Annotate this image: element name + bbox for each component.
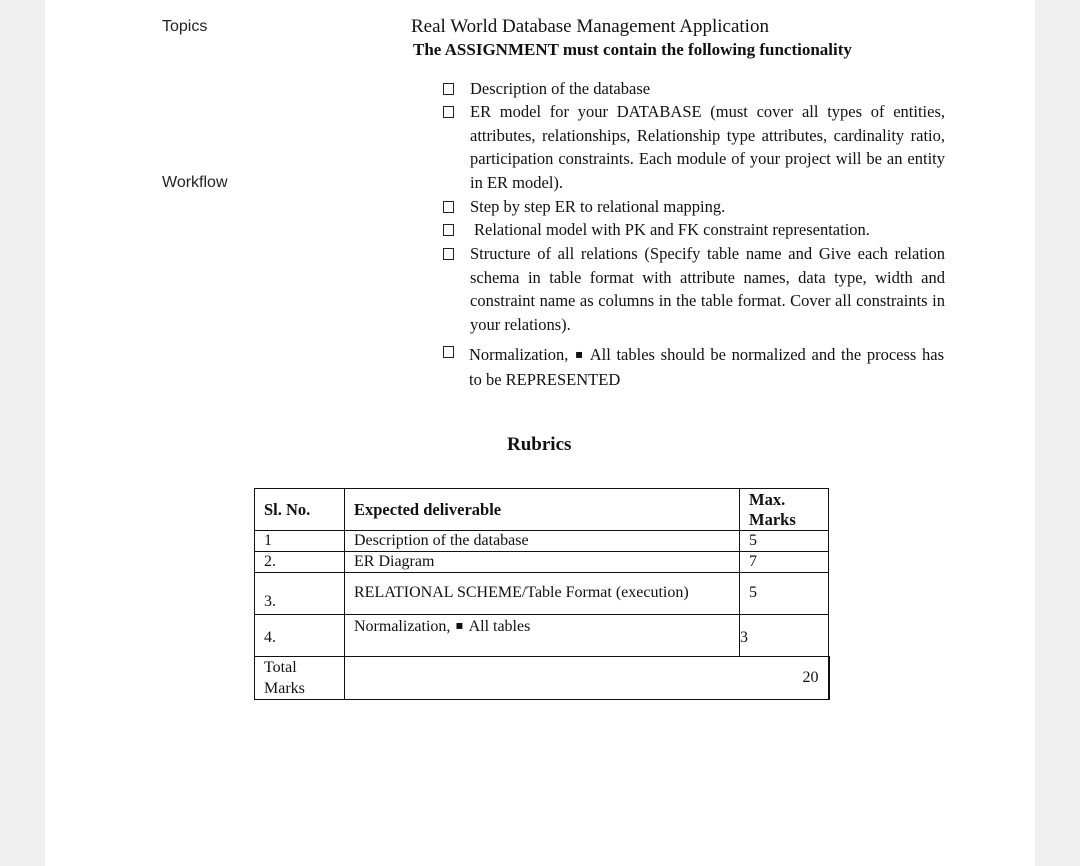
assignment-title: Real World Database Management Application bbox=[411, 16, 769, 37]
checkbox-icon bbox=[443, 201, 454, 213]
normalization-lead: Normalization, bbox=[469, 345, 569, 364]
cell-sl: 4. bbox=[255, 615, 345, 657]
table-row bbox=[255, 531, 829, 552]
cell-sl: 1 bbox=[255, 531, 345, 552]
table-row bbox=[255, 552, 829, 573]
checkbox-icon bbox=[443, 248, 454, 260]
cell-deliverable: Description of the database bbox=[345, 531, 740, 552]
cell-marks: 5 bbox=[740, 573, 829, 615]
deliverable-lead: Normalization, bbox=[354, 618, 451, 635]
bullet-icon: ▪ bbox=[455, 618, 464, 632]
table-total-row bbox=[255, 657, 829, 700]
cell-marks: 5 bbox=[740, 531, 829, 552]
checkbox-icon bbox=[443, 224, 454, 236]
cell-deliverable bbox=[345, 615, 740, 657]
functionality-item-normalization bbox=[469, 342, 944, 392]
cell-deliverable: RELATIONAL SCHEME/Table Format (execution) bbox=[345, 573, 740, 615]
workflow-label: Workflow bbox=[162, 174, 228, 191]
rubrics-table bbox=[254, 488, 830, 700]
bullet-icon: ▪ bbox=[573, 347, 585, 361]
cell-marks: 3 bbox=[740, 615, 829, 657]
checkbox-icon bbox=[443, 346, 454, 358]
normalization-rest: All tables should be normalized and the process has to be REPRESENTED bbox=[469, 345, 945, 389]
functionality-item: Step by step ER to relational mapping. bbox=[470, 197, 726, 216]
functionality-item: ER model for your DATABASE (must cover all types of entities, attributes, relationships, Relationship type attributes, cardinality ratio, participation constraints. Each module of your project will be an entity in ER model). bbox=[470, 102, 945, 193]
total-value: 20 bbox=[345, 657, 829, 700]
table-row bbox=[255, 615, 829, 657]
cell-marks: 7 bbox=[740, 552, 829, 573]
functionality-item: Description of the database bbox=[470, 79, 651, 98]
total-label: Total Marks bbox=[255, 657, 345, 700]
cell-sl: 3. bbox=[255, 573, 345, 615]
column-header-max-marks: Max. Marks bbox=[740, 489, 829, 531]
column-header-sl-no: Sl. No. bbox=[255, 489, 345, 531]
checkbox-icon bbox=[443, 106, 454, 118]
functionality-item: Structure of all relations (Specify table name and Give each relation schema in table format with attribute names, data type, width and constraint name as columns in the table format. Cover all constraints in your relations). bbox=[470, 244, 945, 335]
column-header-deliverable: Expected deliverable bbox=[345, 489, 740, 531]
cell-sl: 2. bbox=[255, 552, 345, 573]
checkbox-icon bbox=[443, 83, 454, 95]
topics-label: Topics bbox=[162, 18, 208, 35]
rubrics-heading: Rubrics bbox=[507, 434, 572, 455]
cell-deliverable: ER Diagram bbox=[345, 552, 740, 573]
functionality-item: Relational model with PK and FK constraint representation. bbox=[474, 220, 870, 239]
deliverable-rest: All tables bbox=[468, 618, 531, 635]
table-row bbox=[255, 573, 829, 615]
assignment-subtitle: The ASSIGNMENT must contain the following functionality bbox=[413, 40, 852, 59]
table-header-row bbox=[255, 489, 829, 531]
